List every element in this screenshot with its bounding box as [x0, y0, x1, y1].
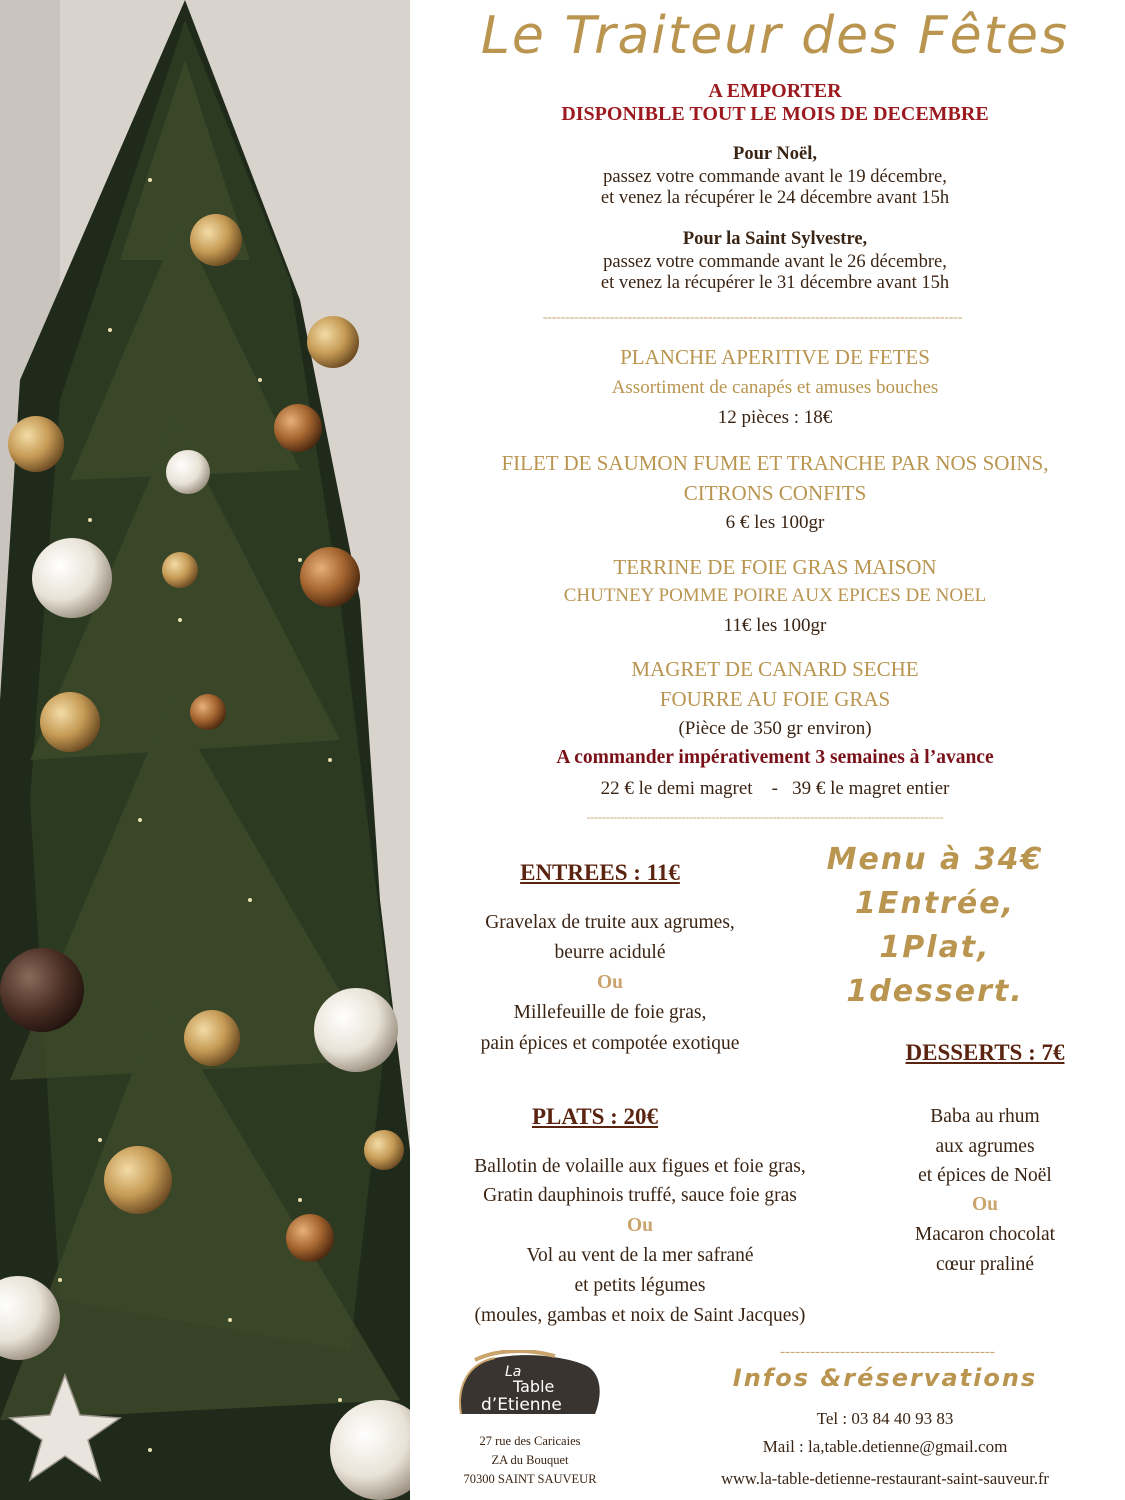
magret-name-1: MAGRET DE CANARD SECHE — [631, 657, 919, 681]
plats-or: Ou — [626, 1215, 653, 1236]
saumon-name-2: CITRONS CONFITS — [683, 481, 867, 505]
desserts-title: DESSERTS : 7€ — [905, 1040, 1065, 1065]
menu-offer-dessert: 1dessert. — [846, 974, 1024, 1009]
page-title: Le Traiteur des Fêtes — [480, 6, 1070, 66]
address-zone: ZA du Bouquet — [491, 1453, 569, 1467]
separator-middle: ---------------------------------------------------------------------------------------------- — [586, 810, 944, 824]
foie-gras-name: TERRINE DE FOIE GRAS MAISON — [613, 555, 937, 579]
entree-2-line-1: Millefeuille de foie gras, — [513, 1002, 707, 1023]
noel-pickup: et venez la récupérer le 24 décembre avant 15h — [600, 188, 950, 208]
desserts-or: Ou — [971, 1194, 998, 1215]
address-city: 70300 SAINT SAUVEUR — [463, 1472, 597, 1486]
dessert-1-line-3: et épices de Noël — [918, 1165, 1052, 1186]
dessert-1-line-1: Baba au rhum — [930, 1106, 1040, 1127]
entree-2-line-2: pain épices et compotée exotique — [480, 1033, 740, 1054]
logo-text-la: La — [505, 1364, 522, 1380]
entree-1-line-1: Gravelax de truite aux agrumes, — [485, 912, 735, 933]
contact-email[interactable]: Mail : la,table.detienne@gmail.com — [762, 1437, 1008, 1456]
plats-title: PLATS : 20€ — [531, 1104, 659, 1129]
noel-order-deadline: passez votre commande avant le 19 décembre, — [603, 167, 947, 187]
dessert-1-line-2: aux agrumes — [935, 1136, 1035, 1157]
entrees-or: Ou — [596, 972, 623, 993]
infos-title: Infos &réservations — [732, 1364, 1038, 1392]
saumon-price: 6 € les 100gr — [725, 512, 825, 533]
foie-gras-desc: CHUTNEY POMME POIRE AUX EPICES DE NOEL — [563, 585, 987, 606]
menu-offer-entree: 1Entrée, — [855, 886, 1015, 921]
plat-2-line-3: (moules, gambas et noix de Saint Jacques) — [474, 1305, 806, 1326]
entrees-title: ENTREES : 11€ — [520, 860, 680, 885]
sylvestre-order-deadline: passez votre commande avant le 26 décembre, — [603, 252, 947, 272]
plat-2-line-1: Vol au vent de la mer safrané — [526, 1245, 754, 1266]
noel-heading: Pour Noël, — [733, 144, 817, 164]
magret-name-2: FOURRE AU FOIE GRAS — [659, 687, 891, 711]
foie-gras-price: 11€ les 100gr — [723, 615, 827, 636]
logo-text-etienne: d’Etienne — [481, 1395, 562, 1415]
christmas-tree-photo — [0, 0, 410, 1500]
magret-price: 22 € le demi magret - 39 € le magret entier — [600, 778, 950, 799]
plat-1-line-1: Ballotin de volaille aux figues et foie gras, — [474, 1156, 806, 1177]
plat-1-line-2: Gratin dauphinois truffé, sauce foie gras — [483, 1185, 797, 1206]
restaurant-logo — [455, 1350, 605, 1418]
contact-phone[interactable]: Tel : 03 84 40 93 83 — [816, 1409, 954, 1428]
menu-offer-price: Menu à 34€ — [826, 842, 1044, 877]
subtitle-takeaway: A EMPORTER — [708, 80, 842, 102]
dessert-2-line-2: cœur praliné — [936, 1254, 1034, 1275]
dessert-2-line-1: Macaron chocolat — [914, 1224, 1056, 1245]
sylvestre-heading: Pour la Saint Sylvestre, — [682, 229, 868, 249]
address-street: 27 rue des Caricaies — [479, 1434, 581, 1448]
separator-top: ---------------------------------------------------------------------------------------------- — [542, 310, 963, 325]
christmas-tree-illustration — [0, 0, 410, 1500]
saumon-name-1: FILET DE SAUMON FUME ET TRANCHE PAR NOS SOINS, — [501, 451, 1049, 475]
logo-mark — [455, 1350, 605, 1418]
magret-order-warning: A commander impérativement 3 semaines à l’avance — [556, 747, 994, 768]
planche-price: 12 pièces : 18€ — [717, 407, 833, 428]
plat-2-line-2: et petits légumes — [574, 1275, 706, 1296]
menu-offer — [800, 838, 1070, 1014]
subtitle-availability: DISPONIBLE TOUT LE MOIS DE DECEMBRE — [561, 103, 989, 125]
separator-footer: ------------------------------------------- — [780, 1344, 995, 1360]
logo-text-table: Table — [513, 1377, 555, 1396]
planche-name: PLANCHE APERITIVE DE FETES — [620, 345, 930, 369]
planche-desc: Assortiment de canapés et amuses bouches — [611, 377, 939, 398]
menu-offer-plat: 1Plat, — [879, 930, 991, 965]
magret-desc: (Pièce de 350 gr environ) — [678, 718, 872, 739]
sylvestre-pickup: et venez la récupérer le 31 décembre avant 15h — [600, 273, 950, 293]
entree-1-line-2: beurre acidulé — [554, 942, 666, 963]
website-link[interactable]: www.la-table-detienne-restaurant-saint-sauveur.fr — [721, 1469, 1049, 1488]
